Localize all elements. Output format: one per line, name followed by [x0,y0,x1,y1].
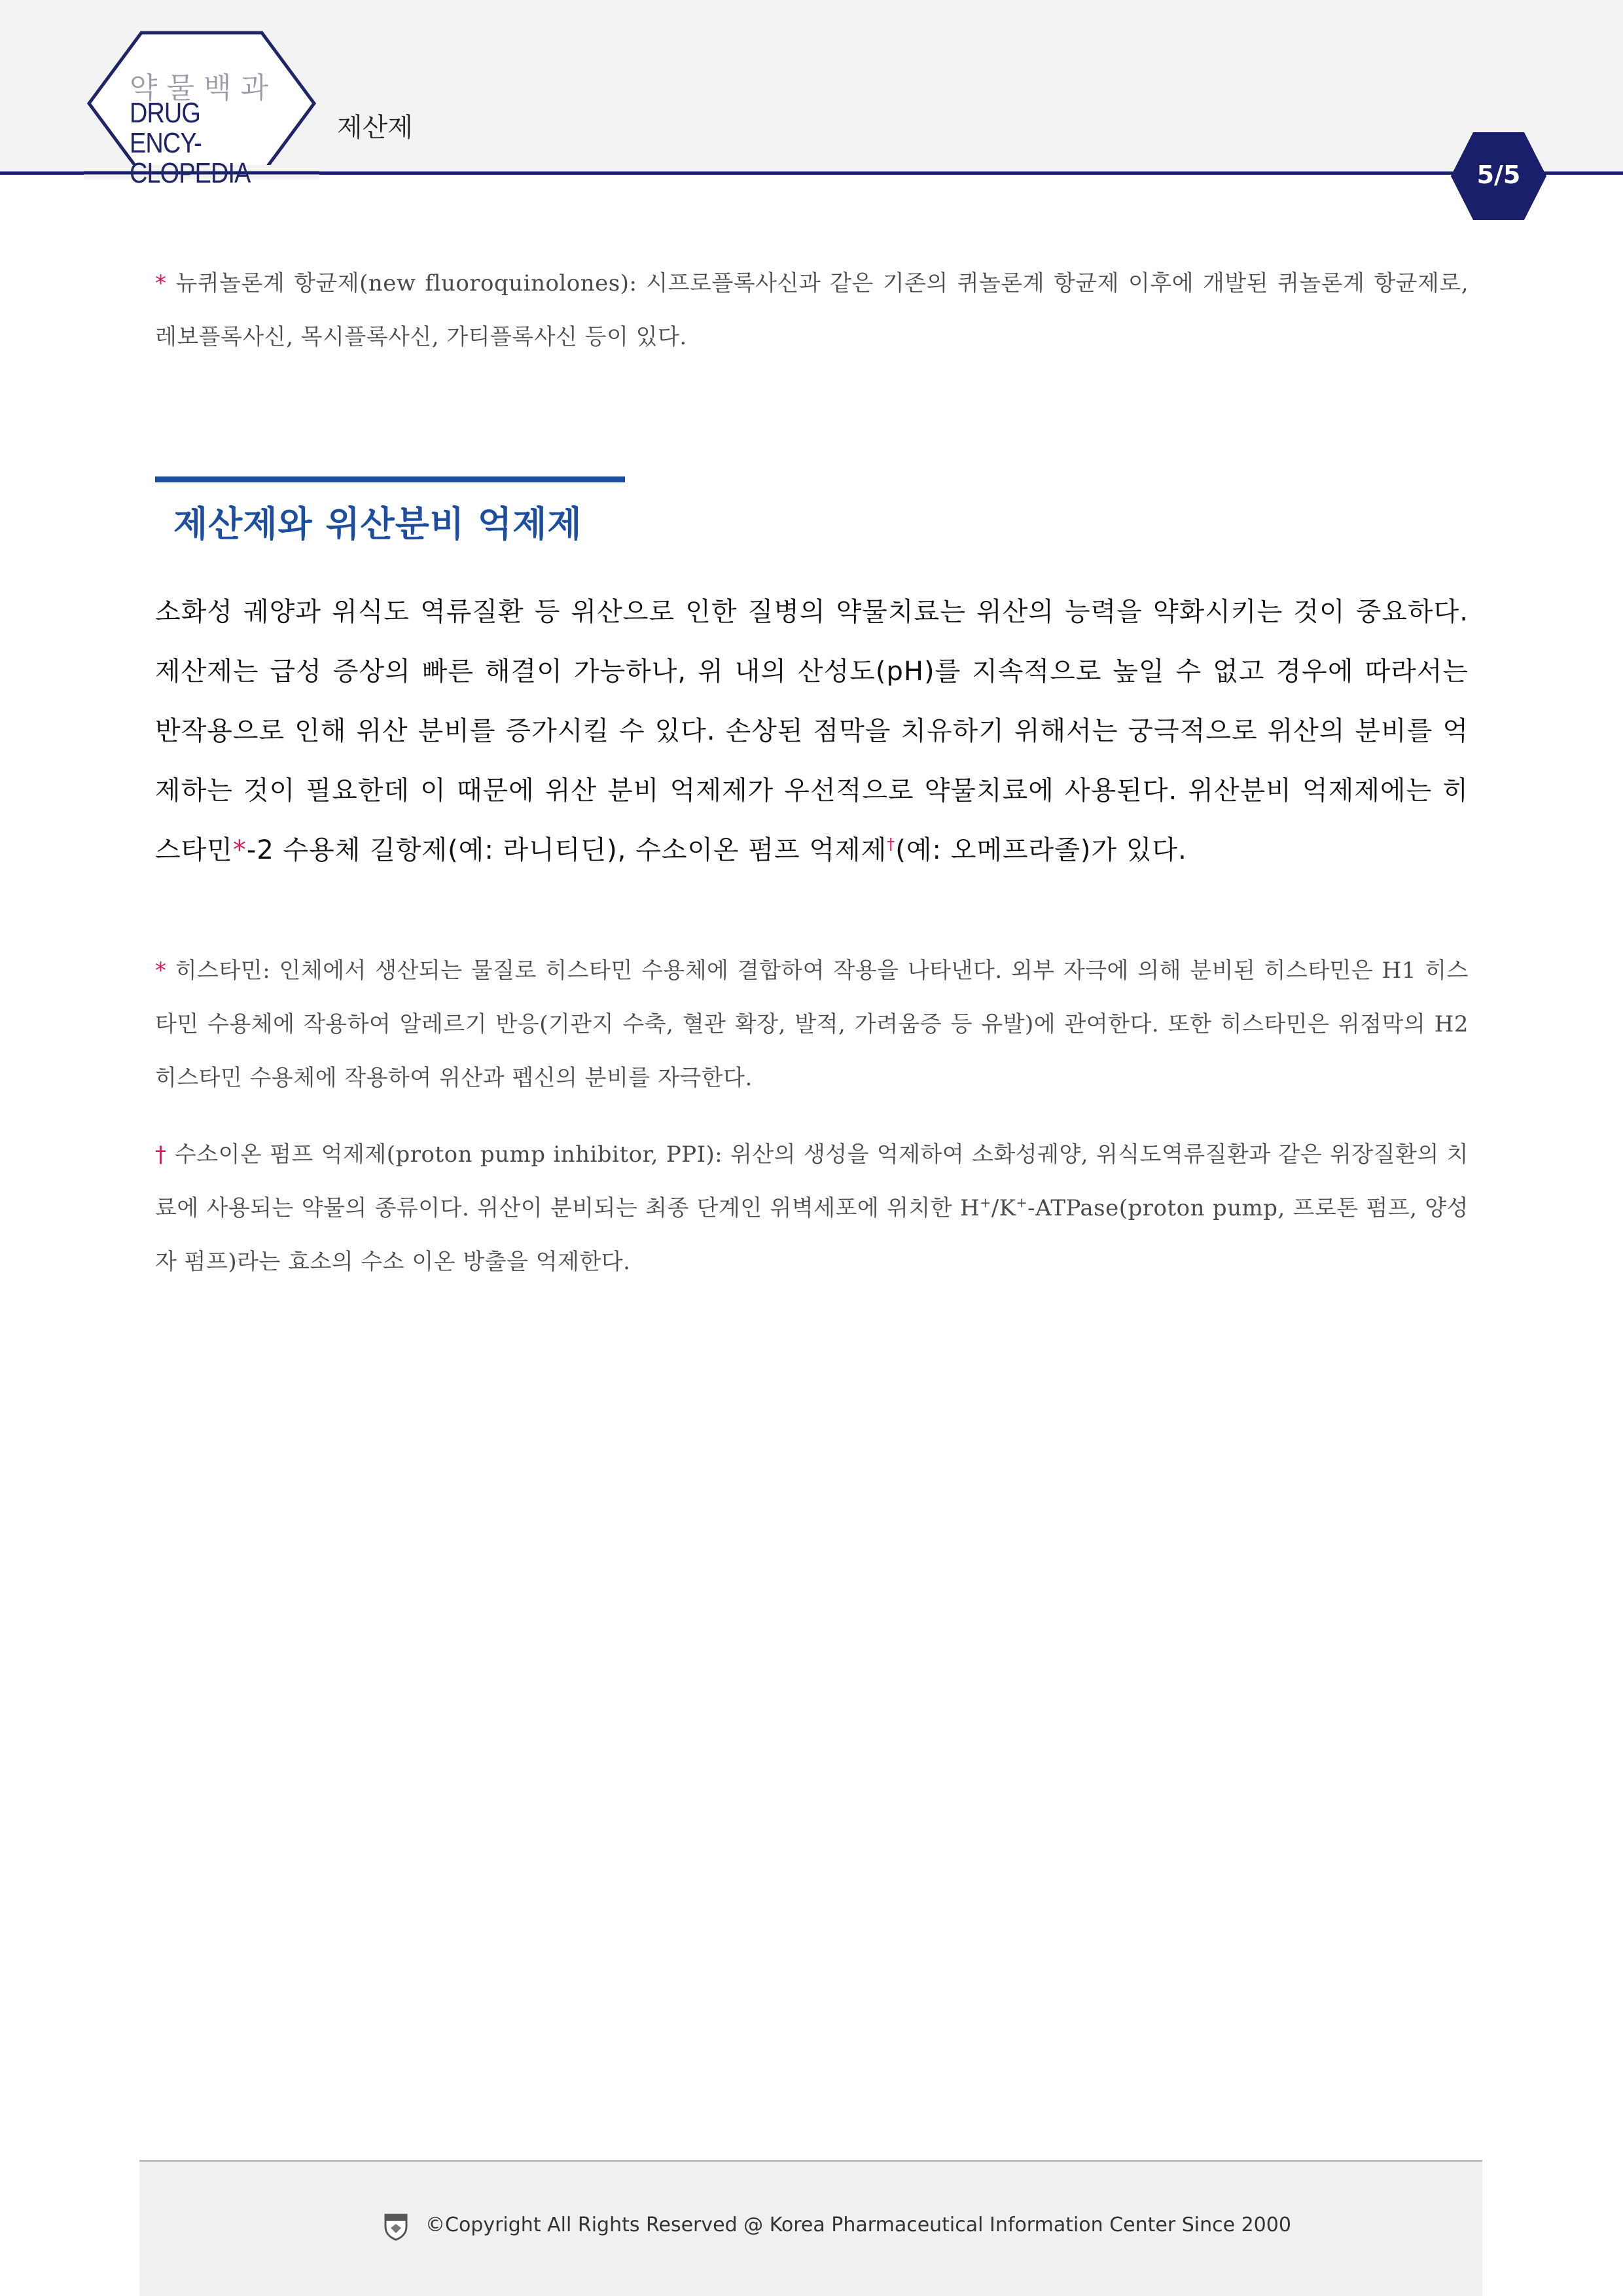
main-paragraph [155,583,1469,880]
footnote-ppi [155,1128,1469,1289]
asterisk-mark: * [155,270,167,296]
copyright-text: ©Copyright All Rights Reserved @ Korea Pharmaceutical Information Center Since 2000 [425,2214,1291,2236]
footnote-text: 수소이온 펌프 억제제(proton pump inhibitor, PPI): 위산의 생성을 억제하여 소화성궤양, 위식도역류질환과 같은 위장질환의 치료에 사용되는 약물의 종류이다. 위산이 분비되는 최종 단계인 위벽세포에 위치한 H [155,1141,1469,1221]
paragraph-text: -2 수용체 길항제(예: 라니티딘), 수소이온 펌프 억제제 [246,835,887,865]
logo-korean-text: 약물백과 [130,71,278,105]
superscript-plus: + [980,1194,991,1211]
asterisk-mark: * [155,958,167,984]
page-title: 제산제 [337,113,413,143]
footnote-text: /K [991,1195,1016,1221]
footnote-fluoroquinolones [155,257,1469,364]
footnote-text: 뉴퀴놀론계 항균제(new fluoroquinolones): 시프로플록사신과 같은 기존의 퀴놀론계 항균제 이후에 개발된 퀴놀론계 항균제로, 레보플록사신, 목시플록사신, 가티플록사신 등이 있다. [155,270,1469,350]
superscript-plus: + [1016,1194,1028,1211]
asterisk-mark: * [232,835,247,865]
dagger-mark: † [887,834,896,853]
section-heading: 제산제와 위산분비 억제제 [173,503,582,545]
page-number-badge [1450,131,1548,221]
paragraph-text: 소화성 궤양과 위식도 역류질환 등 위산으로 인한 질병의 약물치료는 위산의 능력을 약화시키는 것이 중요하다. 제산제는 급성 증상의 빠른 해결이 가능하나, 위 내의 산성도(pH)를 지속적으로 높일 수 없고 경우에 따라서는 반작용으로 인해 위산 분비를 증가시킬 수 있다. 손상된 점막을 치유하기 위해서는 궁극적으로 위산의 분비를 억제하는 것이 필요한데 이 때문에 위산 분비 억제제가 우선적으로 약물치료에 사용된다. 위산분비 억제제에는 히스타민 [155,597,1469,865]
footnote-histamine [155,944,1469,1105]
paragraph-text: (예: 오메프라졸)가 있다. [895,835,1187,865]
page-number: 5/5 [1476,160,1521,189]
kpic-shield-icon [383,2212,409,2241]
section-heading-bar [155,476,625,482]
footnote-text: -ATPase(proton pump, 프로톤 펌프, 양성자 펌프)라는 효소의 수소 이온 방출을 억제한다. [155,1195,1469,1275]
logo-english-text: DRUG ENCY- CLOPEDIA [130,97,251,189]
footnote-text: 히스타민: 인체에서 생산되는 물질로 히스타민 수용체에 결합하여 작용을 나타낸다. 외부 자극에 의해 분비된 히스타민은 H1 히스타민 수용체에 작용하여 알레르기 반응(기관지 수축, 혈관 확장, 발적, 가려움증 등 유발)에 관여한다. 또한 히스타민은 위점막의 H2 히스타민 수용체에 작용하여 위산과 펩신의 분비를 자극한다. [155,958,1469,1091]
dagger-mark: † [155,1141,168,1168]
drug-encyclopedia-logo [84,27,319,189]
